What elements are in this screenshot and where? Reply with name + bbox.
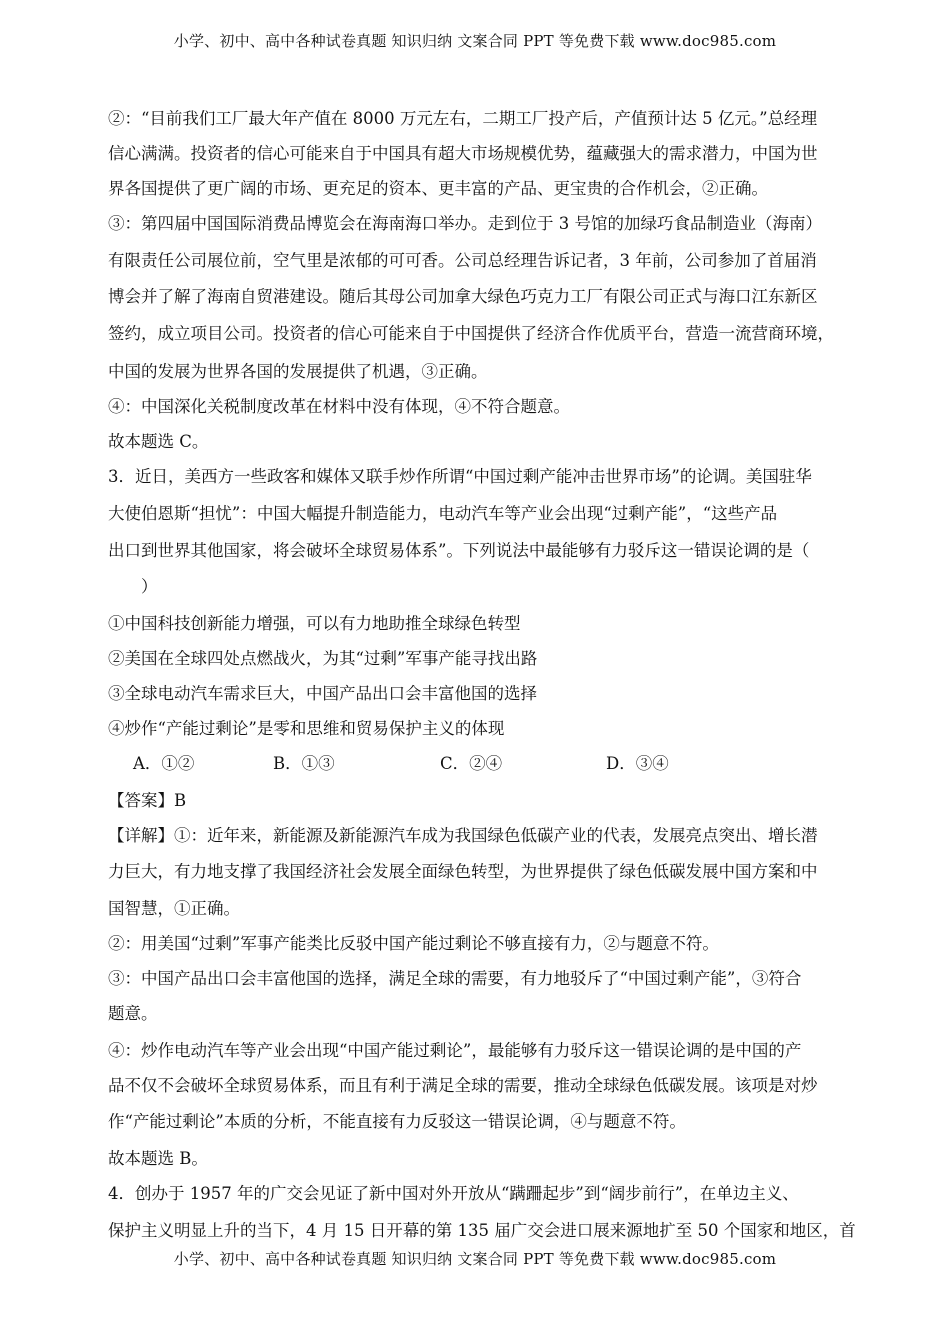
- text-line: 题意。: [108, 1004, 158, 1023]
- page-footer: 小学、初中、高中各种试卷真题 知识归纳 文案合同 PPT 等免费下载 www.doc985.com: [173, 1250, 777, 1268]
- option-a: A．①②: [133, 754, 195, 773]
- text-line: 大使伯恩斯“担忧”：中国大幅提升制造能力，电动汽车等产业会出现“过剩产能”，“这些产品: [108, 504, 778, 523]
- text-line: 品不仅不会破坏全球贸易体系，而且有利于满足全球的需要，推动全球绿色低碳发展。该项是对炒: [108, 1076, 818, 1095]
- text-line: 保护主义明显上升的当下，4 月 15 日开幕的第 135 届广交会进口展来源地扩至 50 个国家和地区，首: [108, 1221, 856, 1240]
- question-4-stem: 4．创办于 1957 年的广交会见证了新中国对外开放从“蹒跚起步”到“阔步前行”，在单边主义、: [108, 1184, 799, 1203]
- text-line: 国智慧，①正确。: [108, 899, 240, 918]
- statement-1: ①中国科技创新能力增强，可以有力地助推全球绿色转型: [108, 614, 521, 633]
- text-line: ④：炒作电动汽车等产业会出现“中国产能过剩论”，最能够有力驳斥这一错误论调的是中国的产: [108, 1041, 802, 1060]
- text-line: 界各国提供了更广阔的市场、更充足的资本、更丰富的产品、更宝贵的合作机会，②正确。: [108, 179, 768, 198]
- question-3-stem: 3．近日，美西方一些政客和媒体又联手炒作所谓“中国过剩产能冲击世界市场”的论调。美国驻华: [108, 467, 812, 486]
- explanation-line: 【详解】①：近年来，新能源及新能源汽车成为我国绿色低碳产业的代表，发展亮点突出、增长潜: [108, 826, 818, 845]
- option-c: C．②④: [440, 754, 503, 773]
- page-header: 小学、初中、高中各种试卷真题 知识归纳 文案合同 PPT 等免费下载 www.doc985.com: [173, 32, 777, 50]
- option-d: D．③④: [606, 754, 669, 773]
- text-line: ）: [108, 577, 158, 596]
- text-line: ③：中国产品出口会丰富他国的选择，满足全球的需要，有力地驳斥了“中国过剩产能”，③符合: [108, 969, 802, 988]
- text-line: 出口到世界其他国家，将会破坏全球贸易体系”。下列说法中最能够有力驳斥这一错误论调的是（: [108, 541, 810, 560]
- text-line: 博会并了解了海南自贸港建设。随后其母公司加拿大绿色巧克力工厂有限公司正式与海口江东新区: [108, 287, 818, 306]
- text-line: ③：第四届中国国际消费品博览会在海南海口举办。走到位于 3 号馆的加绿巧食品制造业（海南）: [108, 214, 822, 233]
- text-line: 有限责任公司展位前，空气里是浓郁的可可香。公司总经理告诉记者，3 年前，公司参加了首届消: [108, 251, 817, 270]
- statement-4: ④炒作“产能过剩论”是零和思维和贸易保护主义的体现: [108, 719, 505, 738]
- text-line: 信心满满。投资者的信心可能来自于中国具有超大市场规模优势，蕴藏强大的需求潜力，中国为世: [108, 144, 818, 163]
- text-line: 故本题选 C。: [108, 432, 209, 451]
- statement-3: ③全球电动汽车需求巨大，中国产品出口会丰富他国的选择: [108, 684, 537, 703]
- statement-2: ②美国在全球四处点燃战火，为其“过剩”军事产能寻找出路: [108, 649, 538, 668]
- option-b: B．①③: [273, 754, 335, 773]
- text-line: 签约，成立项目公司。投资者的信心可能来自于中国提供了经济合作优质平台，营造一流营商环境，: [108, 324, 834, 343]
- text-line: ②：用美国“过剩”军事产能类比反驳中国产能过剩论不够直接有力，②与题意不符。: [108, 934, 719, 953]
- answer-label: 【答案】B: [108, 791, 187, 810]
- text-line: 中国的发展为世界各国的发展提供了机遇，③正确。: [108, 362, 488, 381]
- text-line: ②：“目前我们工厂最大年产值在 8000 万元左右，二期工厂投产后，产值预计达 5 亿元。”总经理: [108, 109, 818, 128]
- text-line: 作“产能过剩论”本质的分析，不能直接有力反驳这一错误论调，④与题意不符。: [108, 1112, 686, 1131]
- text-line: 力巨大，有力地支撑了我国经济社会发展全面绿色转型，为世界提供了绿色低碳发展中国方案和中: [108, 862, 818, 881]
- text-line: ④：中国深化关税制度改革在材料中没有体现，④不符合题意。: [108, 397, 570, 416]
- text-line: 故本题选 B。: [108, 1149, 208, 1168]
